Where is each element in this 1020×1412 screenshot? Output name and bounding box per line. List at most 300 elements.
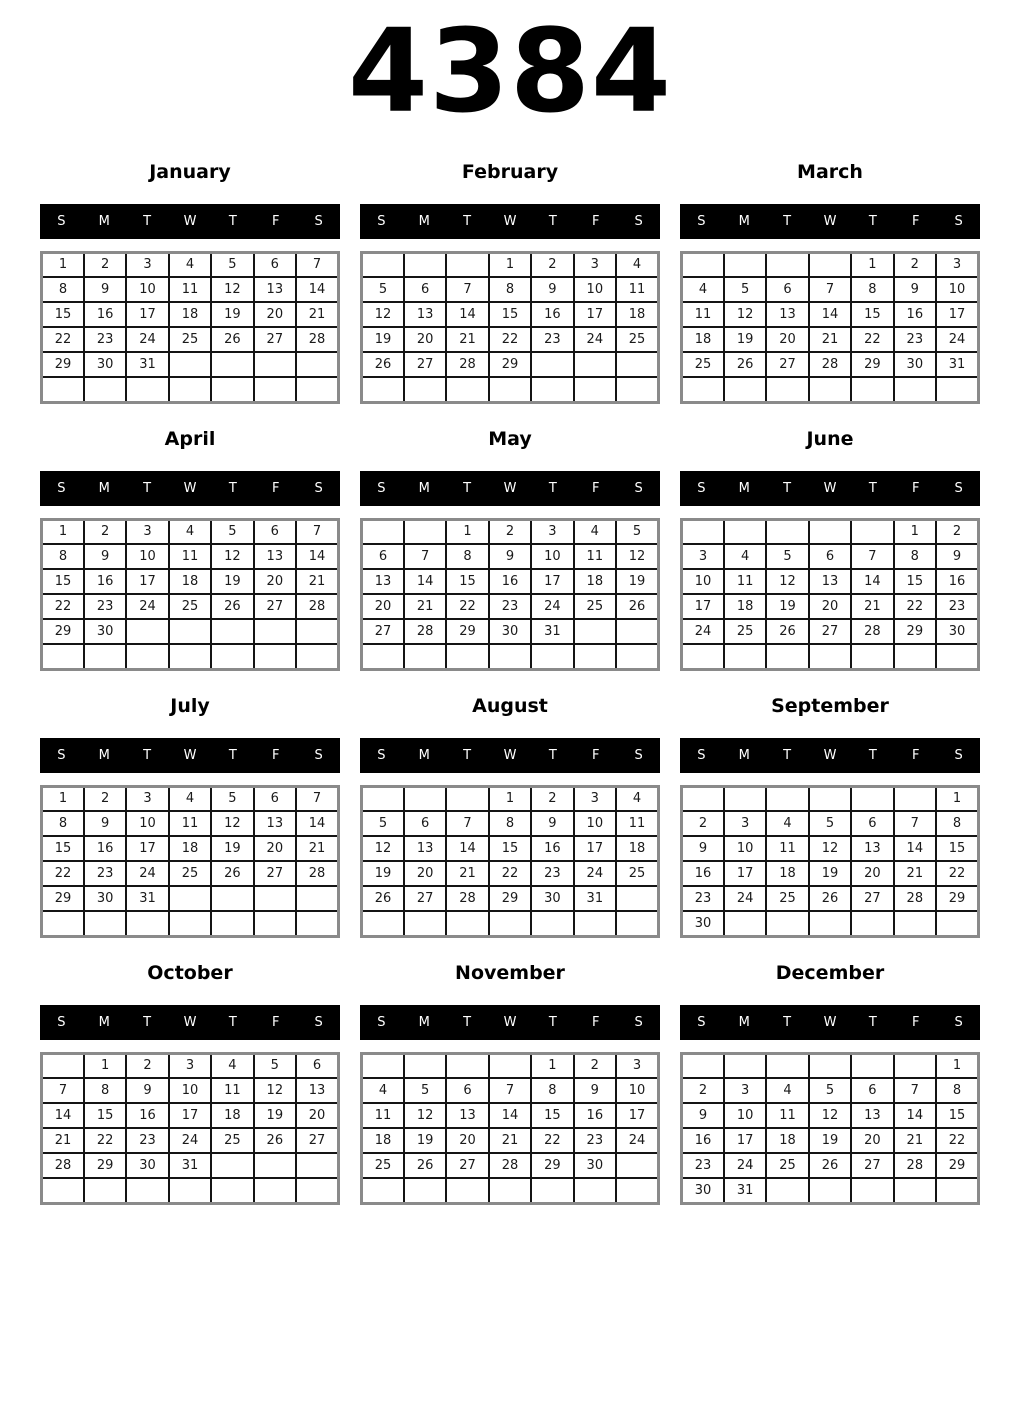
empty-day-cell <box>211 619 253 644</box>
week-row <box>42 619 339 644</box>
empty-day-cell <box>404 519 446 544</box>
empty-day-cell <box>616 644 658 669</box>
day-cell: 2 <box>574 1053 616 1078</box>
empty-day-cell <box>362 644 404 669</box>
week-row <box>42 352 339 377</box>
day-cell: 9 <box>489 544 531 569</box>
empty-day-cell <box>296 352 338 377</box>
empty-day-cell <box>531 352 573 377</box>
day-cell: 9 <box>894 277 936 302</box>
empty-day-cell <box>724 911 766 936</box>
day-cell: 16 <box>894 302 936 327</box>
week-row <box>362 327 659 352</box>
weekday-header-bar <box>680 1005 980 1040</box>
day-cell: 5 <box>362 277 404 302</box>
empty-day-cell <box>211 644 253 669</box>
empty-day-cell <box>254 911 296 936</box>
week-row <box>42 1103 339 1128</box>
day-cell: 16 <box>84 302 126 327</box>
day-cell: 9 <box>84 277 126 302</box>
day-cell: 3 <box>574 252 616 277</box>
day-cell: 29 <box>894 619 936 644</box>
month-table-body <box>362 786 659 936</box>
weekday-label: S <box>377 747 386 763</box>
day-cell: 13 <box>404 836 446 861</box>
empty-day-cell <box>296 911 338 936</box>
day-cell: 20 <box>254 302 296 327</box>
week-row <box>682 619 979 644</box>
weekday-header-bar <box>40 1005 340 1040</box>
day-cell: 14 <box>296 277 338 302</box>
empty-day-cell <box>211 886 253 911</box>
empty-day-cell <box>211 1153 253 1178</box>
day-cell: 30 <box>894 352 936 377</box>
month-name: August <box>472 694 548 717</box>
weekday-label: S <box>634 1014 643 1030</box>
week-row <box>682 1053 979 1078</box>
day-cell: 7 <box>894 811 936 836</box>
weekday-header-bar <box>40 204 340 239</box>
weekday-label: S <box>954 747 963 763</box>
empty-day-cell <box>169 352 211 377</box>
day-cell: 4 <box>169 252 211 277</box>
day-cell: 28 <box>296 861 338 886</box>
week-row <box>682 252 979 277</box>
day-cell: 15 <box>446 569 488 594</box>
weekday-label: T <box>783 213 792 229</box>
empty-day-cell <box>936 377 978 402</box>
week-row <box>362 352 659 377</box>
empty-day-cell <box>851 786 893 811</box>
day-cell: 20 <box>362 594 404 619</box>
empty-day-cell <box>446 252 488 277</box>
day-cell: 28 <box>851 619 893 644</box>
day-cell: 22 <box>851 327 893 352</box>
day-cell: 1 <box>894 519 936 544</box>
weekday-label: F <box>591 480 600 496</box>
month-table-body <box>42 252 339 402</box>
weekday-label: T <box>868 1014 877 1030</box>
weekday-label: T <box>783 747 792 763</box>
weekday-label: M <box>418 480 430 496</box>
empty-day-cell <box>362 911 404 936</box>
day-cell: 17 <box>574 836 616 861</box>
month-march <box>680 160 980 404</box>
day-cell: 2 <box>84 519 126 544</box>
empty-day-cell <box>254 644 296 669</box>
weekday-label: M <box>418 747 430 763</box>
year-title: 4384 <box>347 5 673 139</box>
weekday-label: S <box>314 480 323 496</box>
day-cell: 7 <box>296 786 338 811</box>
empty-day-cell <box>851 911 893 936</box>
empty-day-cell <box>682 252 724 277</box>
empty-day-cell <box>682 644 724 669</box>
day-cell: 28 <box>404 619 446 644</box>
day-cell: 19 <box>211 569 253 594</box>
week-row <box>42 277 339 302</box>
day-cell: 24 <box>126 594 168 619</box>
day-cell: 28 <box>894 1153 936 1178</box>
empty-day-cell <box>296 1153 338 1178</box>
week-row <box>682 377 979 402</box>
empty-day-cell <box>724 519 766 544</box>
weekday-label: S <box>57 213 66 229</box>
day-cell: 29 <box>489 352 531 377</box>
day-cell: 16 <box>84 836 126 861</box>
day-cell: 5 <box>254 1053 296 1078</box>
empty-day-cell <box>851 377 893 402</box>
day-cell: 23 <box>936 594 978 619</box>
day-cell: 18 <box>211 1103 253 1128</box>
day-cell: 23 <box>489 594 531 619</box>
week-row <box>362 277 659 302</box>
empty-day-cell <box>809 519 851 544</box>
day-cell: 15 <box>936 836 978 861</box>
empty-day-cell <box>894 911 936 936</box>
day-cell: 4 <box>616 786 658 811</box>
day-cell: 22 <box>489 861 531 886</box>
weekday-label: W <box>503 747 517 763</box>
empty-day-cell <box>616 352 658 377</box>
month-name: May <box>488 427 532 450</box>
month-table-body <box>682 519 979 669</box>
day-cell: 18 <box>724 594 766 619</box>
day-cell: 1 <box>489 252 531 277</box>
day-cell: 15 <box>42 569 84 594</box>
weekday-label: T <box>783 480 792 496</box>
weekday-label: W <box>503 213 517 229</box>
day-cell: 10 <box>724 1103 766 1128</box>
weekday-label: W <box>183 1014 197 1030</box>
weekday-label: W <box>183 213 197 229</box>
day-cell: 24 <box>574 327 616 352</box>
day-cell: 29 <box>489 886 531 911</box>
empty-day-cell <box>766 644 808 669</box>
empty-day-cell <box>489 1178 531 1203</box>
day-cell: 9 <box>574 1078 616 1103</box>
day-cell: 19 <box>616 569 658 594</box>
day-cell: 26 <box>211 594 253 619</box>
empty-day-cell <box>126 377 168 402</box>
day-cell: 5 <box>809 1078 851 1103</box>
month-name: July <box>170 694 210 717</box>
day-cell: 23 <box>84 327 126 352</box>
day-cell: 18 <box>766 1128 808 1153</box>
empty-day-cell <box>936 644 978 669</box>
day-cell: 21 <box>296 836 338 861</box>
week-row <box>362 1053 659 1078</box>
day-cell: 15 <box>894 569 936 594</box>
day-cell: 11 <box>362 1103 404 1128</box>
month-name: February <box>461 160 559 183</box>
day-cell: 6 <box>446 1078 488 1103</box>
day-cell: 29 <box>936 1153 978 1178</box>
week-row <box>682 786 979 811</box>
day-cell: 2 <box>84 786 126 811</box>
day-cell: 7 <box>296 252 338 277</box>
day-cell: 29 <box>42 619 84 644</box>
empty-day-cell <box>531 644 573 669</box>
day-cell: 22 <box>894 594 936 619</box>
empty-day-cell <box>851 644 893 669</box>
day-cell: 26 <box>211 861 253 886</box>
day-cell: 8 <box>489 811 531 836</box>
month-name: December <box>775 961 885 984</box>
week-row <box>362 886 659 911</box>
empty-day-cell <box>126 911 168 936</box>
weekday-header-bar <box>680 471 980 506</box>
weekday-label: F <box>591 1014 600 1030</box>
day-cell: 4 <box>766 1078 808 1103</box>
day-cell: 29 <box>936 886 978 911</box>
day-cell: 15 <box>851 302 893 327</box>
week-row <box>362 302 659 327</box>
day-cell: 13 <box>254 544 296 569</box>
empty-day-cell <box>766 377 808 402</box>
weekday-label: T <box>463 213 472 229</box>
day-cell: 7 <box>851 544 893 569</box>
day-cell: 14 <box>296 811 338 836</box>
day-cell: 2 <box>126 1053 168 1078</box>
day-cell: 8 <box>446 544 488 569</box>
day-cell: 30 <box>489 619 531 644</box>
week-row <box>682 1178 979 1203</box>
day-cell: 11 <box>616 277 658 302</box>
empty-day-cell <box>211 911 253 936</box>
week-row <box>682 1078 979 1103</box>
day-cell: 22 <box>936 861 978 886</box>
day-cell: 1 <box>84 1053 126 1078</box>
week-row <box>362 1178 659 1203</box>
day-cell: 14 <box>446 836 488 861</box>
weekday-label: S <box>314 1014 323 1030</box>
day-cell: 27 <box>362 619 404 644</box>
month-table-body <box>682 1053 979 1203</box>
week-row <box>682 1128 979 1153</box>
day-cell: 19 <box>362 327 404 352</box>
empty-day-cell <box>84 1178 126 1203</box>
day-cell: 15 <box>42 302 84 327</box>
day-cell: 30 <box>84 352 126 377</box>
day-cell: 29 <box>84 1153 126 1178</box>
day-cell: 12 <box>254 1078 296 1103</box>
day-cell: 11 <box>574 544 616 569</box>
weekday-label: S <box>697 213 706 229</box>
weekday-label: S <box>377 213 386 229</box>
empty-day-cell <box>936 911 978 936</box>
day-cell: 11 <box>211 1078 253 1103</box>
day-cell: 26 <box>254 1128 296 1153</box>
week-row <box>682 1153 979 1178</box>
day-cell: 13 <box>404 302 446 327</box>
day-cell: 10 <box>169 1078 211 1103</box>
day-cell: 3 <box>169 1053 211 1078</box>
week-row <box>362 861 659 886</box>
day-cell: 30 <box>682 911 724 936</box>
day-cell: 2 <box>84 252 126 277</box>
day-cell: 1 <box>936 786 978 811</box>
day-cell: 25 <box>362 1153 404 1178</box>
week-row <box>682 911 979 936</box>
week-row <box>682 644 979 669</box>
empty-day-cell <box>574 644 616 669</box>
day-cell: 3 <box>682 544 724 569</box>
day-cell: 13 <box>254 811 296 836</box>
day-cell: 8 <box>489 277 531 302</box>
day-cell: 6 <box>766 277 808 302</box>
day-cell: 26 <box>211 327 253 352</box>
empty-day-cell <box>169 911 211 936</box>
weekday-label: F <box>271 747 280 763</box>
empty-day-cell <box>616 1153 658 1178</box>
day-cell: 20 <box>404 327 446 352</box>
empty-day-cell <box>682 786 724 811</box>
day-cell: 9 <box>531 811 573 836</box>
day-cell: 31 <box>126 352 168 377</box>
weekday-label: T <box>143 1014 152 1030</box>
month-table <box>360 1052 660 1205</box>
day-cell: 31 <box>574 886 616 911</box>
day-cell: 14 <box>894 1103 936 1128</box>
day-cell: 25 <box>169 861 211 886</box>
weekday-label: F <box>591 747 600 763</box>
day-cell: 6 <box>254 252 296 277</box>
empty-day-cell <box>531 377 573 402</box>
day-cell: 8 <box>84 1078 126 1103</box>
week-row <box>42 252 339 277</box>
weekday-label: S <box>697 480 706 496</box>
day-cell: 18 <box>169 836 211 861</box>
day-cell: 5 <box>211 252 253 277</box>
day-cell: 25 <box>766 886 808 911</box>
week-row <box>42 1153 339 1178</box>
day-cell: 22 <box>489 327 531 352</box>
week-row <box>42 302 339 327</box>
day-cell: 25 <box>616 861 658 886</box>
day-cell: 17 <box>682 594 724 619</box>
month-table-body <box>682 786 979 936</box>
day-cell: 29 <box>446 619 488 644</box>
weekday-label: S <box>954 1014 963 1030</box>
month-table-body <box>362 252 659 402</box>
day-cell: 9 <box>84 544 126 569</box>
day-cell: 11 <box>169 811 211 836</box>
day-cell: 3 <box>531 519 573 544</box>
day-cell: 26 <box>724 352 766 377</box>
weekday-label: M <box>738 213 750 229</box>
day-cell: 6 <box>404 277 446 302</box>
month-table-body <box>682 252 979 402</box>
empty-day-cell <box>616 619 658 644</box>
weekday-label: T <box>548 213 557 229</box>
day-cell: 20 <box>254 569 296 594</box>
day-cell: 29 <box>42 886 84 911</box>
week-row <box>362 519 659 544</box>
day-cell: 11 <box>766 836 808 861</box>
day-cell: 6 <box>254 786 296 811</box>
day-cell: 21 <box>446 327 488 352</box>
week-row <box>682 544 979 569</box>
day-cell: 26 <box>809 886 851 911</box>
day-cell: 1 <box>531 1053 573 1078</box>
empty-day-cell <box>169 1178 211 1203</box>
month-april <box>40 427 340 671</box>
weekday-label: W <box>183 480 197 496</box>
empty-day-cell <box>616 886 658 911</box>
month-table-body <box>42 1053 339 1203</box>
month-august <box>360 694 660 938</box>
empty-day-cell <box>894 1178 936 1203</box>
day-cell: 31 <box>531 619 573 644</box>
day-cell: 10 <box>531 544 573 569</box>
empty-day-cell <box>574 352 616 377</box>
week-row <box>42 1078 339 1103</box>
day-cell: 12 <box>809 1103 851 1128</box>
day-cell: 17 <box>126 302 168 327</box>
empty-day-cell <box>446 911 488 936</box>
month-table <box>680 1052 980 1205</box>
day-cell: 7 <box>296 519 338 544</box>
day-cell: 8 <box>531 1078 573 1103</box>
empty-day-cell <box>682 1053 724 1078</box>
empty-day-cell <box>42 1178 84 1203</box>
day-cell: 27 <box>851 1153 893 1178</box>
weekday-label: T <box>463 747 472 763</box>
day-cell: 23 <box>531 861 573 886</box>
day-cell: 8 <box>42 811 84 836</box>
day-cell: 11 <box>724 569 766 594</box>
week-row <box>42 519 339 544</box>
empty-day-cell <box>296 377 338 402</box>
week-row <box>362 1103 659 1128</box>
empty-day-cell <box>362 786 404 811</box>
day-cell: 19 <box>404 1128 446 1153</box>
day-cell: 1 <box>936 1053 978 1078</box>
empty-day-cell <box>851 1178 893 1203</box>
month-october <box>40 961 340 1205</box>
empty-day-cell <box>766 786 808 811</box>
day-cell: 13 <box>809 569 851 594</box>
month-may <box>360 427 660 671</box>
day-cell: 9 <box>126 1078 168 1103</box>
day-cell: 7 <box>404 544 446 569</box>
day-cell: 10 <box>936 277 978 302</box>
empty-day-cell <box>489 644 531 669</box>
day-cell: 6 <box>362 544 404 569</box>
week-row <box>362 619 659 644</box>
weekday-label: S <box>634 747 643 763</box>
weekday-header-bar <box>360 738 660 773</box>
day-cell: 10 <box>574 811 616 836</box>
week-row <box>42 377 339 402</box>
weekday-label: M <box>98 1014 110 1030</box>
day-cell: 17 <box>936 302 978 327</box>
week-row <box>362 811 659 836</box>
day-cell: 14 <box>809 302 851 327</box>
weekday-label: T <box>228 480 237 496</box>
day-cell: 31 <box>724 1178 766 1203</box>
day-cell: 17 <box>126 836 168 861</box>
day-cell: 21 <box>894 1128 936 1153</box>
empty-day-cell <box>446 786 488 811</box>
week-row <box>682 327 979 352</box>
day-cell: 2 <box>682 1078 724 1103</box>
empty-day-cell <box>809 1178 851 1203</box>
day-cell: 30 <box>682 1178 724 1203</box>
day-cell: 5 <box>809 811 851 836</box>
empty-day-cell <box>574 377 616 402</box>
